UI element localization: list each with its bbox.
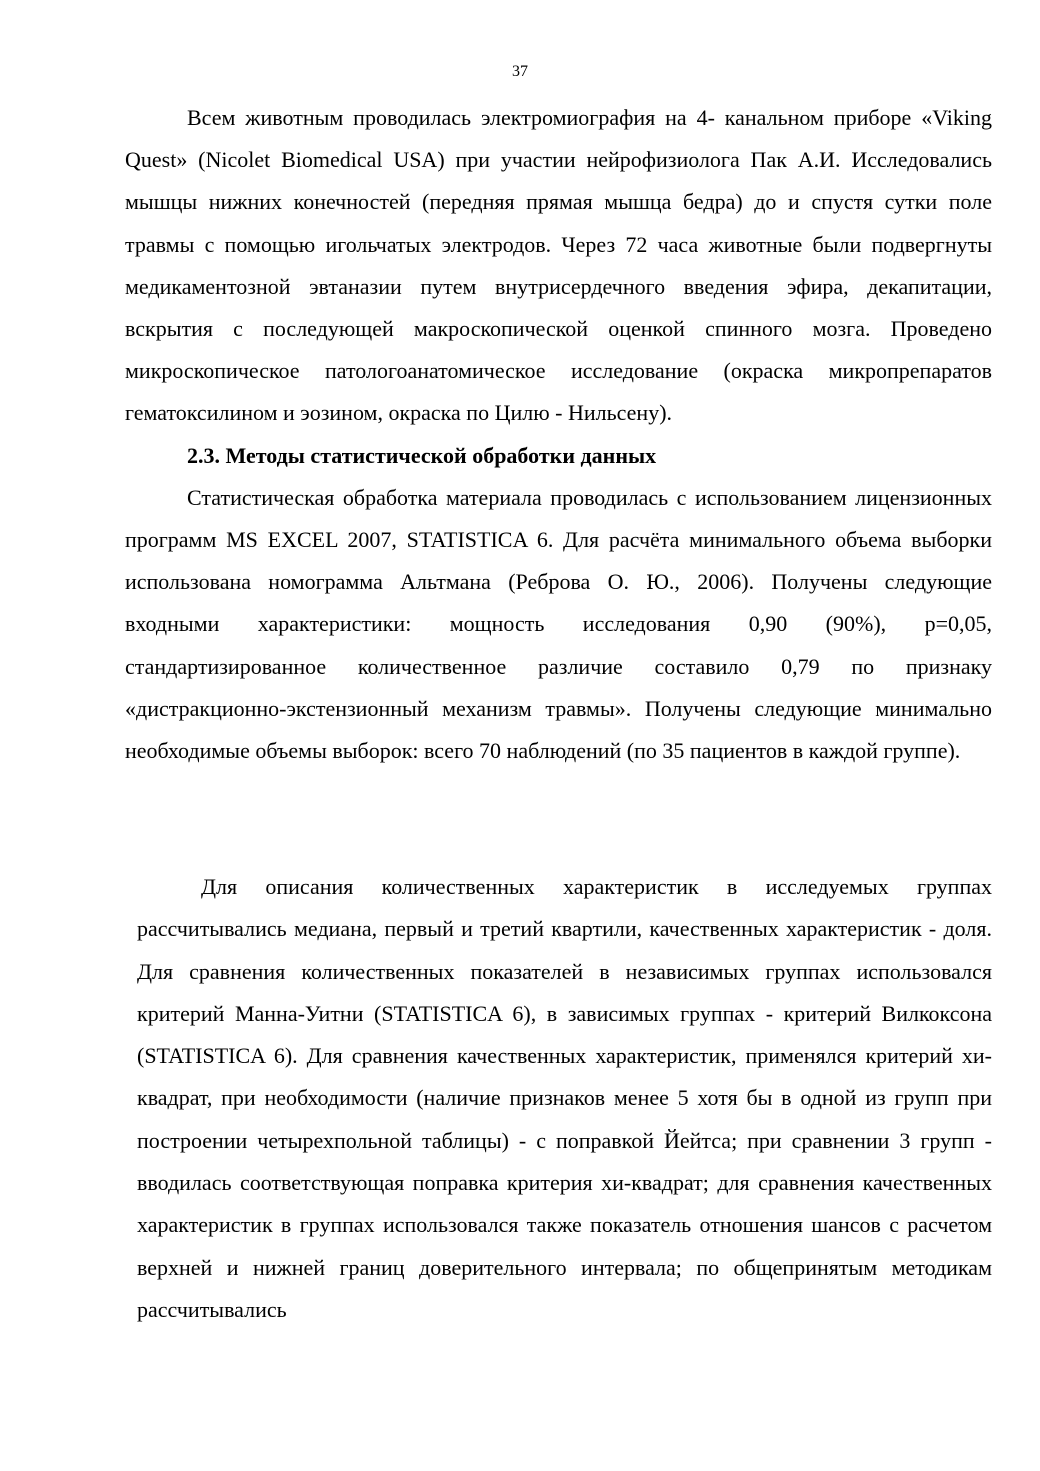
paragraph-statistical-methods: Для описания количественных характеристик в исследуемых группах рассчитывались медиана, первый и третий квартили, качественных характеристик - доля. Для сравнения количественных показателей в независимых группах использовался критерий Манна-Уитни (STATISTICA 6), в зависимых группах - критерий Вилкоксона (STATISTICA 6). Для сравнения качественных характеристик, применялся критерий хи-квадрат, при необходимости (наличие признаков менее 5 хотя бы в одной из групп при построении четырехпольной таблицы) - с поправкой Йейтса; при сравнении 3 групп - вводилась соответствующая поправка критерия хи-квадрат; для сравнения качественных характеристик в группах использовался также показатель отношения шансов с расчетом верхней и нижней границ доверительного интервала; по общепринятым методикам рассчитывались	[137, 874, 992, 1322]
page-number: 37	[512, 63, 528, 80]
section-heading: 2.3. Методы статистической обработки данных	[187, 442, 657, 468]
paragraph-electromyography: Всем животным проводилась электромиография на 4- канальном приборе «Viking Quest» (Nicolet Biomedical USA) при участии нейрофизиолога Пак А.И. Исследовались мышцы нижних конечностей (передняя прямая мышца бедра) до и спустя сутки поле травмы с помощью игольчатых электродов. Через 72 часа животные были подвергнуты медикаментозной эвтаназии путем внутрисердечного введения эфира, декапитации, вскрытия с последующей макроскопической оценкой спинного мозга. Проведено микроскопическое патологоанатомическое исследование (окраска микропрепаратов гематоксилином и эозином, окраска по Цилю - Нильсену).	[125, 105, 992, 426]
document-text-block-upper	[125, 97, 992, 772]
paragraph-statistical-processing: Статистическая обработка материала проводилась с использованием лицензионных программ MS EXCEL 2007, STATISTICA 6. Для расчёта минимального объема выборки использована номограмма Альтмана (Реброва О. Ю., 2006). Получены следующие входными характеристики: мощность исследования 0,90 (90%), p=0,05, стандартизированное количественное различие составило 0,79 по признаку «дистракционно-экстензионный механизм травмы». Получены следующие минимально необходимые объемы выборок: всего 70 наблюдений (по 35 пациентов в каждой группе).	[125, 484, 992, 764]
document-text-block-lower	[137, 866, 992, 1331]
